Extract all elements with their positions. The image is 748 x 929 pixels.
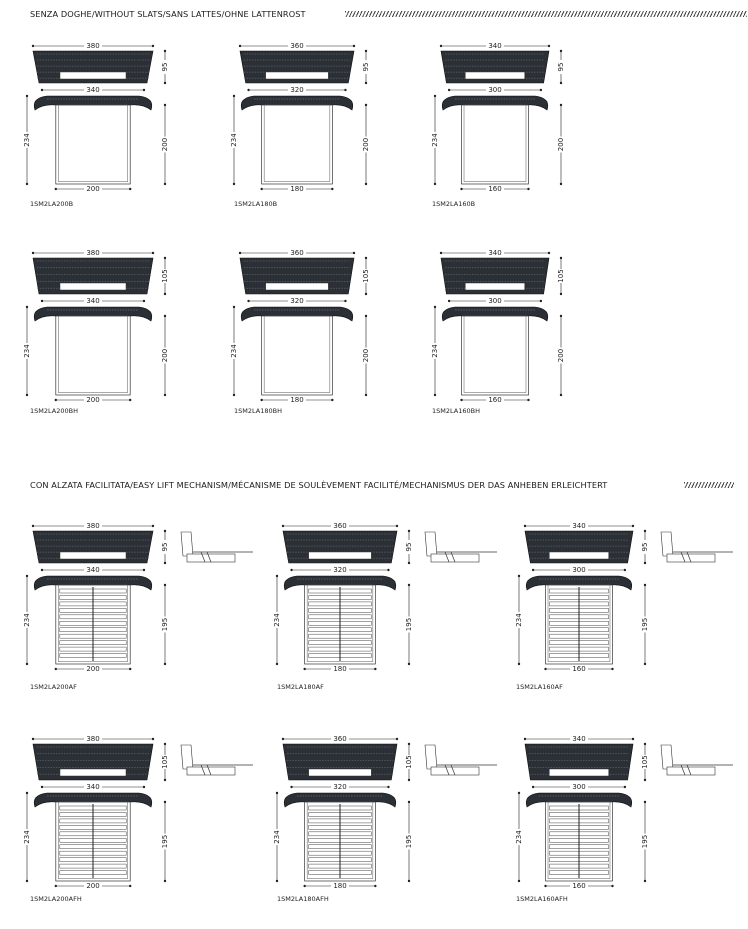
- width-dim-label: 340: [572, 735, 586, 743]
- dim-dot: [518, 663, 520, 665]
- dim-dot: [544, 885, 546, 887]
- dim-dot: [260, 399, 262, 401]
- dim-dot: [632, 738, 634, 740]
- headboard-cushion: [60, 283, 126, 290]
- width-dim-label: 380: [86, 735, 100, 743]
- dim-dot: [408, 562, 410, 564]
- dim-dot: [276, 663, 278, 665]
- dim-dot: [152, 525, 154, 527]
- bed-model-code: 1SM2LA160AFH: [516, 895, 568, 903]
- dim-dot: [344, 300, 346, 302]
- dim-dot: [233, 306, 235, 308]
- bed-svg: [504, 520, 744, 673]
- dim-dot: [644, 880, 646, 882]
- dim-dot: [644, 584, 646, 586]
- dim-dot: [460, 188, 462, 190]
- side-mattress: [187, 554, 235, 562]
- width-dim-label: 360: [333, 735, 347, 743]
- base-dim-label: 180: [333, 665, 347, 673]
- dim-dot: [164, 315, 166, 317]
- head-height-dim-label: 105: [161, 269, 169, 283]
- inner-dim-label: 300: [488, 86, 502, 94]
- dim-dot: [233, 183, 235, 185]
- length-dim-label: 234: [23, 344, 31, 358]
- inner-dim-label: 300: [572, 566, 586, 574]
- dim-dot: [32, 45, 34, 47]
- dim-dot: [26, 306, 28, 308]
- dim-dot: [408, 801, 410, 803]
- head-height-dim-label: 95: [557, 62, 565, 72]
- width-dim-label: 340: [488, 249, 502, 257]
- inner-dim-label: 340: [86, 86, 100, 94]
- dim-dot: [365, 104, 367, 106]
- dim-dot: [143, 300, 145, 302]
- length-dim-label: 234: [431, 344, 439, 358]
- title-hatch-2: [684, 482, 734, 488]
- dim-dot: [164, 50, 166, 52]
- length-dim-label: 234: [230, 344, 238, 358]
- length-dim-label: 234: [515, 613, 523, 627]
- headboard-cushion: [266, 283, 329, 290]
- dim-dot: [527, 399, 529, 401]
- dim-dot: [129, 668, 131, 670]
- bed-drawing: [265, 520, 505, 674]
- width-dim-label: 380: [86, 42, 100, 50]
- dim-dot: [32, 525, 34, 527]
- base-dim-label: 200: [86, 396, 100, 404]
- side-headboard: [181, 745, 193, 769]
- dim-dot: [560, 183, 562, 185]
- bed-drawing: [504, 733, 744, 890]
- head-height-dim-label: 105: [362, 269, 370, 283]
- side-headboard: [661, 745, 673, 769]
- dim-dot: [387, 786, 389, 788]
- bed-svg: [420, 247, 660, 404]
- base-dim-label: 180: [290, 185, 304, 193]
- bed-drawing: [18, 520, 258, 674]
- length-dim-label: 234: [431, 133, 439, 147]
- dim-dot: [387, 569, 389, 571]
- dim-dot: [544, 668, 546, 670]
- side-mattress: [431, 767, 479, 775]
- dim-dot: [644, 743, 646, 745]
- bed-frame: [462, 316, 529, 395]
- dim-dot: [276, 880, 278, 882]
- dim-dot: [26, 183, 28, 185]
- width-dim-label: 340: [572, 522, 586, 530]
- width-dim-label: 380: [86, 249, 100, 257]
- frame-length-dim-label: 200: [362, 137, 370, 152]
- dim-dot: [644, 562, 646, 564]
- dim-dot: [408, 880, 410, 882]
- dim-dot: [365, 315, 367, 317]
- dim-dot: [233, 95, 235, 97]
- frame-length-dim-label: 195: [161, 834, 169, 849]
- dim-dot: [560, 293, 562, 295]
- dim-dot: [344, 89, 346, 91]
- dim-dot: [26, 880, 28, 882]
- dim-dot: [540, 300, 542, 302]
- dim-dot: [247, 300, 249, 302]
- headboard-cushion: [60, 552, 126, 559]
- dim-dot: [26, 95, 28, 97]
- dim-dot: [540, 89, 542, 91]
- dim-dot: [560, 50, 562, 52]
- base-dim-label: 160: [488, 396, 502, 404]
- dim-dot: [434, 394, 436, 396]
- headboard-cushion: [465, 283, 524, 290]
- bed-drawing: [504, 520, 744, 674]
- bed-drawing: [420, 247, 660, 404]
- dim-dot: [55, 885, 57, 887]
- base-dim-label: 160: [572, 882, 586, 890]
- dim-dot: [164, 779, 166, 781]
- dim-dot: [143, 786, 145, 788]
- width-dim-label: 360: [290, 42, 304, 50]
- dim-dot: [164, 104, 166, 106]
- frame-length-dim-label: 195: [405, 617, 413, 632]
- bed-model-code: 1SM2LA160AF: [516, 683, 563, 691]
- side-mattress: [187, 767, 235, 775]
- dim-dot: [365, 50, 367, 52]
- dim-dot: [408, 584, 410, 586]
- dim-dot: [239, 252, 241, 254]
- head-height-dim-label: 95: [362, 62, 370, 72]
- side-headboard: [181, 532, 193, 556]
- dim-dot: [365, 293, 367, 295]
- dim-dot: [448, 89, 450, 91]
- dim-dot: [331, 399, 333, 401]
- base-dim-label: 200: [86, 185, 100, 193]
- dim-dot: [644, 530, 646, 532]
- base-dim-label: 200: [86, 882, 100, 890]
- frame-length-dim-label: 200: [161, 348, 169, 363]
- inner-dim-label: 340: [86, 566, 100, 574]
- width-dim-label: 360: [333, 522, 347, 530]
- dim-dot: [624, 569, 626, 571]
- dim-dot: [152, 45, 154, 47]
- dim-dot: [527, 188, 529, 190]
- dim-dot: [560, 82, 562, 84]
- base-dim-label: 160: [488, 185, 502, 193]
- bed-model-code: 1SM2LA200BH: [30, 407, 78, 415]
- bed-drawing: [420, 40, 660, 194]
- bed-frame: [462, 105, 529, 184]
- bed-drawing: [18, 733, 258, 890]
- bed-model-code: 1SM2LA180AF: [277, 683, 324, 691]
- dim-dot: [26, 394, 28, 396]
- base-dim-label: 160: [572, 665, 586, 673]
- bed-frame: [262, 105, 333, 184]
- dim-dot: [611, 668, 613, 670]
- section-title-easy-lift: CON ALZATA FACILITATA/EASY LIFT MECHANISM/MÉCANISME DE SOULÈVEMENT FACILITÉ/MECHANISMUS DER DAS ANHEBEN ERLEICHTERT: [30, 480, 608, 490]
- bed-model-code: 1SM2LA200AF: [30, 683, 77, 691]
- dim-dot: [129, 399, 131, 401]
- frame-length-dim-label: 195: [641, 617, 649, 632]
- frame-length-dim-label: 200: [362, 348, 370, 363]
- dim-dot: [247, 89, 249, 91]
- width-dim-label: 360: [290, 249, 304, 257]
- dim-dot: [440, 45, 442, 47]
- dim-dot: [290, 569, 292, 571]
- length-dim-label: 234: [273, 613, 281, 627]
- headboard-cushion: [309, 769, 372, 776]
- dim-dot: [32, 252, 34, 254]
- dim-dot: [374, 885, 376, 887]
- dim-dot: [448, 300, 450, 302]
- dim-dot: [624, 786, 626, 788]
- inner-dim-label: 320: [290, 86, 304, 94]
- dim-dot: [239, 45, 241, 47]
- dim-dot: [374, 668, 376, 670]
- width-dim-label: 340: [488, 42, 502, 50]
- dim-dot: [365, 82, 367, 84]
- dim-dot: [26, 792, 28, 794]
- length-dim-label: 234: [23, 613, 31, 627]
- dim-dot: [524, 525, 526, 527]
- dim-dot: [164, 801, 166, 803]
- head-height-dim-label: 105: [161, 755, 169, 769]
- dim-dot: [434, 183, 436, 185]
- side-mattress: [667, 554, 715, 562]
- headboard-cushion: [549, 552, 608, 559]
- dim-dot: [644, 801, 646, 803]
- base-dim-label: 200: [86, 665, 100, 673]
- dim-dot: [560, 257, 562, 259]
- dim-dot: [644, 663, 646, 665]
- length-dim-label: 234: [23, 133, 31, 147]
- inner-dim-label: 320: [290, 297, 304, 305]
- inner-dim-label: 320: [333, 783, 347, 791]
- base-dim-label: 180: [333, 882, 347, 890]
- frame-length-dim-label: 195: [405, 834, 413, 849]
- frame-length-dim-label: 200: [161, 137, 169, 152]
- head-height-dim-label: 95: [161, 542, 169, 552]
- dim-dot: [164, 663, 166, 665]
- dim-dot: [460, 399, 462, 401]
- dim-dot: [303, 885, 305, 887]
- dim-dot: [560, 394, 562, 396]
- dim-dot: [164, 183, 166, 185]
- headboard-cushion: [465, 72, 524, 79]
- bed-frame: [56, 316, 130, 395]
- dim-dot: [365, 394, 367, 396]
- dim-dot: [260, 188, 262, 190]
- side-mattress: [431, 554, 479, 562]
- dim-dot: [611, 885, 613, 887]
- dim-dot: [434, 95, 436, 97]
- dim-dot: [164, 880, 166, 882]
- dim-dot: [26, 575, 28, 577]
- bed-svg: [18, 520, 258, 673]
- headboard-cushion: [60, 72, 126, 79]
- bed-drawing: [265, 733, 505, 890]
- dim-dot: [353, 45, 355, 47]
- dim-dot: [164, 394, 166, 396]
- dim-dot: [164, 293, 166, 295]
- dim-dot: [524, 738, 526, 740]
- dim-dot: [152, 252, 154, 254]
- dim-dot: [396, 738, 398, 740]
- dim-dot: [55, 188, 57, 190]
- side-mattress: [667, 767, 715, 775]
- dim-dot: [164, 743, 166, 745]
- dim-dot: [32, 738, 34, 740]
- frame-length-dim-label: 195: [161, 617, 169, 632]
- dim-dot: [129, 188, 131, 190]
- dim-dot: [408, 743, 410, 745]
- inner-dim-label: 300: [488, 297, 502, 305]
- frame-length-dim-label: 200: [557, 137, 565, 152]
- head-height-dim-label: 95: [641, 542, 649, 552]
- headboard-cushion: [266, 72, 329, 79]
- bed-model-code: 1SM2LA180AFH: [277, 895, 329, 903]
- bed-model-code: 1SM2LA160BH: [432, 407, 480, 415]
- bed-frame: [56, 105, 130, 184]
- bed-svg: [504, 733, 744, 890]
- dim-dot: [26, 663, 28, 665]
- dim-dot: [276, 575, 278, 577]
- bed-svg: [265, 733, 505, 890]
- dim-dot: [560, 315, 562, 317]
- length-dim-label: 234: [23, 830, 31, 844]
- dim-dot: [303, 668, 305, 670]
- inner-dim-label: 340: [86, 783, 100, 791]
- dim-dot: [55, 668, 57, 670]
- bed-model-code: 1SM2LA180BH: [234, 407, 282, 415]
- dim-dot: [331, 188, 333, 190]
- dim-dot: [41, 786, 43, 788]
- bed-svg: [265, 520, 505, 673]
- side-headboard: [425, 532, 437, 556]
- width-dim-label: 380: [86, 522, 100, 530]
- dim-dot: [233, 394, 235, 396]
- dim-dot: [396, 525, 398, 527]
- inner-dim-label: 320: [333, 566, 347, 574]
- inner-dim-label: 340: [86, 297, 100, 305]
- dim-dot: [152, 738, 154, 740]
- dim-dot: [290, 786, 292, 788]
- side-headboard: [425, 745, 437, 769]
- dim-dot: [41, 300, 43, 302]
- dim-dot: [164, 562, 166, 564]
- head-height-dim-label: 95: [161, 62, 169, 72]
- side-headboard: [661, 532, 673, 556]
- headboard-cushion: [60, 769, 126, 776]
- bed-svg: [420, 40, 660, 193]
- length-dim-label: 234: [273, 830, 281, 844]
- bed-model-code: 1SM2LA160B: [432, 200, 476, 208]
- dim-dot: [164, 530, 166, 532]
- bed-frame: [262, 316, 333, 395]
- dim-dot: [365, 257, 367, 259]
- frame-length-dim-label: 200: [557, 348, 565, 363]
- frame-length-dim-label: 195: [641, 834, 649, 849]
- dim-dot: [164, 257, 166, 259]
- length-dim-label: 234: [515, 830, 523, 844]
- dim-dot: [129, 885, 131, 887]
- dim-dot: [548, 252, 550, 254]
- dim-dot: [164, 82, 166, 84]
- dim-dot: [440, 252, 442, 254]
- headboard-cushion: [309, 552, 372, 559]
- dim-dot: [518, 575, 520, 577]
- bed-model-code: 1SM2LA200B: [30, 200, 74, 208]
- dim-dot: [408, 663, 410, 665]
- bed-model-code: 1SM2LA180B: [234, 200, 278, 208]
- head-height-dim-label: 105: [641, 755, 649, 769]
- bed-model-code: 1SM2LA200AFH: [30, 895, 82, 903]
- title-hatch-1: [345, 11, 747, 17]
- dim-dot: [532, 786, 534, 788]
- inner-dim-label: 300: [572, 783, 586, 791]
- dim-dot: [282, 525, 284, 527]
- headboard-cushion: [549, 769, 608, 776]
- dim-dot: [41, 569, 43, 571]
- dim-dot: [408, 530, 410, 532]
- dim-dot: [560, 104, 562, 106]
- dim-dot: [644, 779, 646, 781]
- bed-svg: [18, 733, 258, 890]
- dim-dot: [365, 183, 367, 185]
- head-height-dim-label: 95: [405, 542, 413, 552]
- head-height-dim-label: 105: [405, 755, 413, 769]
- dim-dot: [353, 252, 355, 254]
- dim-dot: [548, 45, 550, 47]
- dim-dot: [55, 399, 57, 401]
- dim-dot: [434, 306, 436, 308]
- dim-dot: [276, 792, 278, 794]
- dim-dot: [164, 584, 166, 586]
- dim-dot: [41, 89, 43, 91]
- dim-dot: [632, 525, 634, 527]
- dim-dot: [143, 569, 145, 571]
- dim-dot: [282, 738, 284, 740]
- dim-dot: [143, 89, 145, 91]
- dim-dot: [518, 880, 520, 882]
- section-title-without-slats: SENZA DOGHE/WITHOUT SLATS/SANS LATTES/OHNE LATTENROST: [30, 9, 306, 19]
- base-dim-label: 180: [290, 396, 304, 404]
- dim-dot: [532, 569, 534, 571]
- dim-dot: [408, 779, 410, 781]
- head-height-dim-label: 105: [557, 269, 565, 283]
- dim-dot: [518, 792, 520, 794]
- length-dim-label: 234: [230, 133, 238, 147]
